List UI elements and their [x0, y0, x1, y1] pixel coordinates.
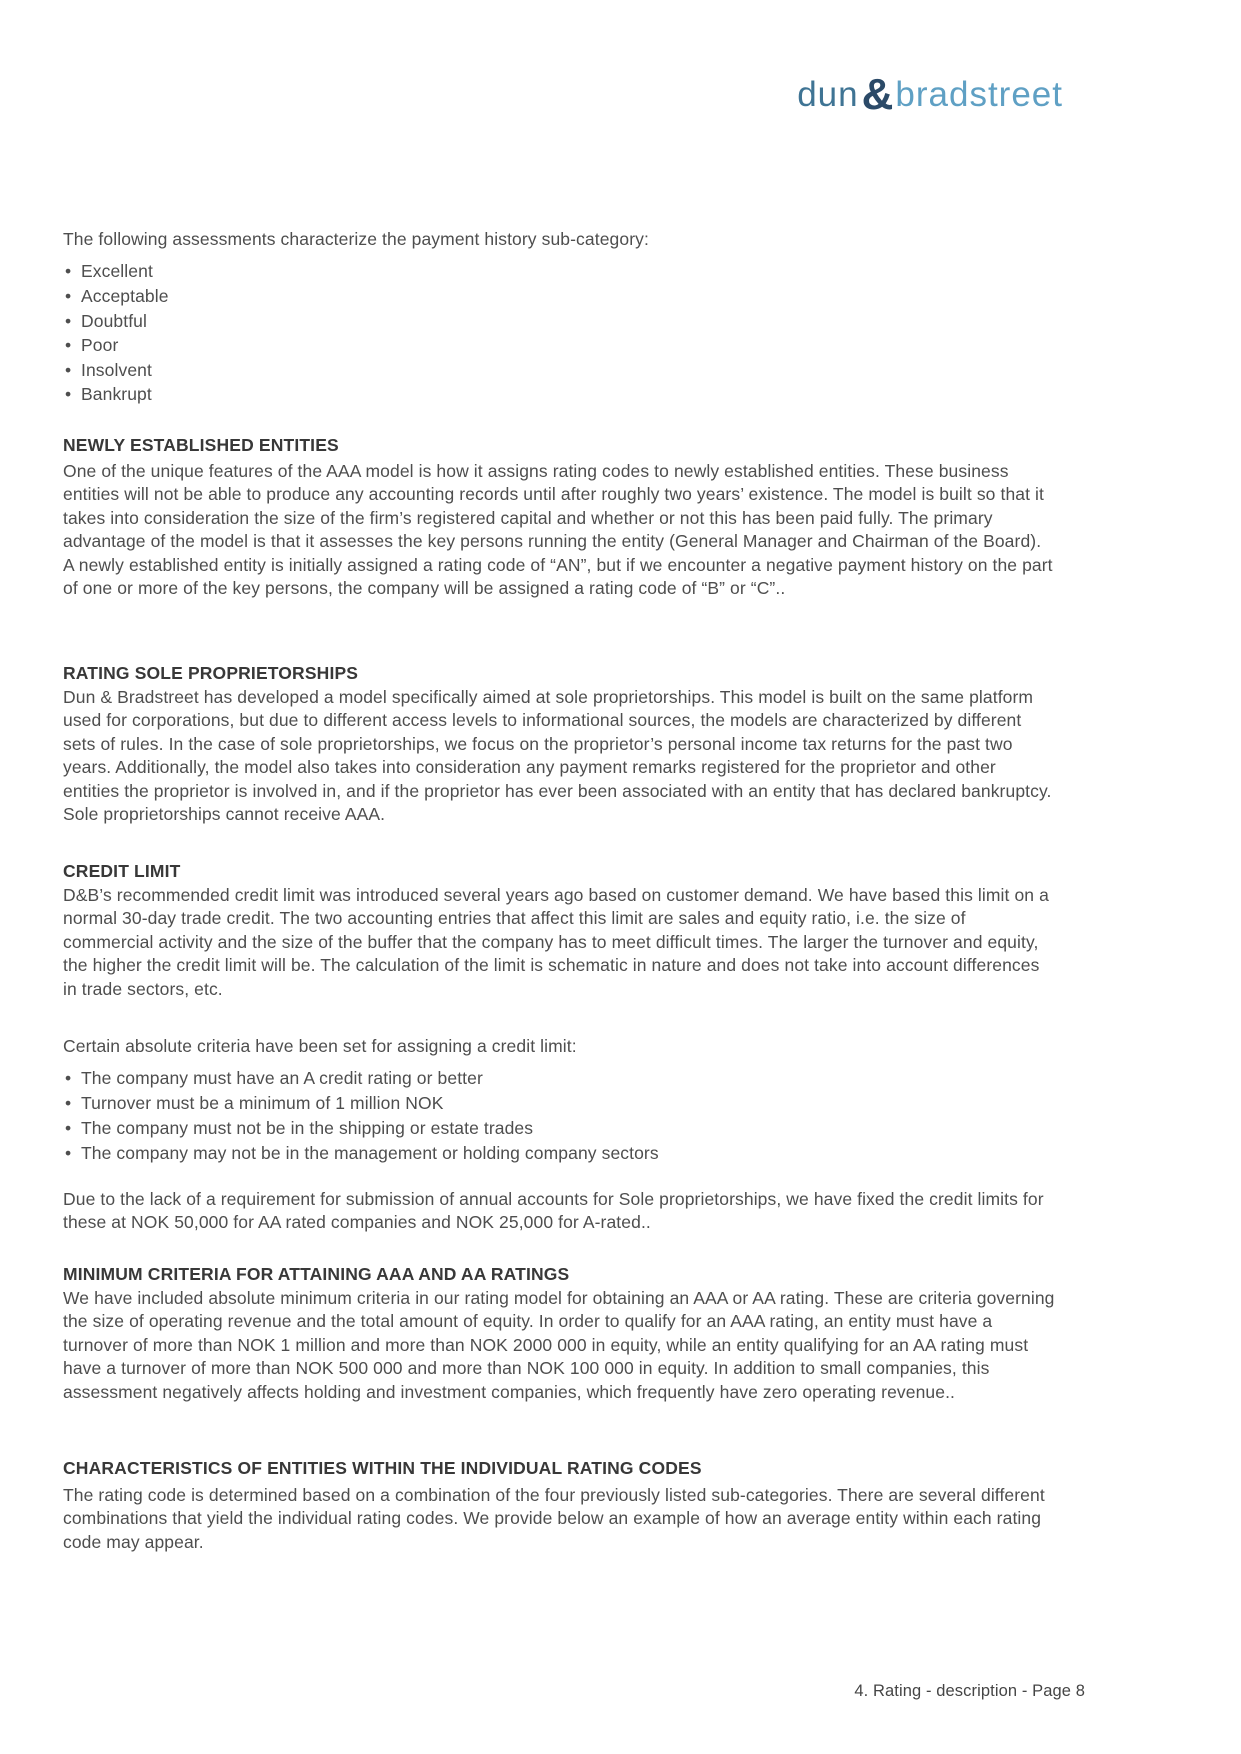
list-item: • The company may not be in the management or holding company sectors — [63, 1141, 1055, 1166]
list-item: • Doubtful — [63, 309, 1055, 334]
credit-criteria-section — [63, 1035, 1055, 1166]
list-item: • Acceptable — [63, 284, 1055, 309]
list-item: • Bankrupt — [63, 382, 1055, 407]
list-item: • Excellent — [63, 259, 1055, 284]
dun-bradstreet-logo — [797, 72, 1063, 118]
section-heading-credit-limit: CREDIT LIMIT — [63, 861, 181, 881]
list-item: • Turnover must be a minimum of 1 million NOK — [63, 1091, 1055, 1116]
list-item: • The company must not be in the shipping or estate trades — [63, 1116, 1055, 1141]
section-heading-rating-sole-proprietorships: RATING SOLE PROPRIETORSHIPS — [63, 663, 359, 683]
list-item: • Insolvent — [63, 358, 1055, 383]
payment-history-section — [63, 228, 1055, 407]
payment-history-list — [63, 259, 1055, 407]
credit-criteria-list — [63, 1066, 1055, 1166]
section-body-characteristics: The rating code is determined based on a combination of the four previously listed sub-categories. There are several different combinations that yield the individual rating codes. We provide below an example of how an average entity within each rating code may appear. — [63, 1485, 1045, 1552]
logo-word-bradstreet: bradstreet — [895, 75, 1063, 114]
logo-word-dun: dun — [797, 75, 859, 114]
list-item: • Poor — [63, 333, 1055, 358]
section-body-rating-sole-proprietorships: Dun & Bradstreet has developed a model specifically aimed at sole proprietorships. This model is built on the same platform used for corporations, but due to different access levels to informational sources, the models are characterized by different sets of rules. In the case of sole proprietorships, we focus on the proprietor’s personal income tax returns for the past two years. Additionally, the model also takes into consideration any payment remarks registered for the proprietor and other entities the proprietor is involved in, and if the proprietor has ever been associated with an entity that has declared bankruptcy. Sole proprietorships cannot receive AAA. — [63, 687, 1052, 825]
payment-history-lead: The following assessments characterize the payment history sub-category: — [63, 229, 649, 249]
list-item: • The company must have an A credit rating or better — [63, 1066, 1055, 1091]
credit-criteria-note: Due to the lack of a requirement for submission of annual accounts for Sole proprietorships, we have fixed the credit limits for these at NOK 50,000 for AA rated companies and NOK 25,000 for A-rated.. — [63, 1189, 1044, 1233]
section-body-newly-established-entities: One of the unique features of the AAA model is how it assigns rating codes to newly established entities. These business entities will not be able to produce any accounting records until after roughly two years’ existence. The model is built so that it takes into consideration the size of the firm’s registered capital and whether or not this has been paid fully. The primary advantage of the model is that it assesses the key persons running the entity (General Manager and Chairman of the Board). A newly established entity is initially assigned a rating code of “AN”, but if we encounter a negative payment history on the part of one or more of the key persons, the company will be assigned a rating code of “B” or “C”.. — [63, 461, 1053, 599]
section-heading-newly-established-entities: NEWLY ESTABLISHED ENTITIES — [63, 435, 339, 455]
section-body-minimum-criteria: We have included absolute minimum criteria in our rating model for obtaining an AAA or AA rating. These are criteria governing the size of operating revenue and the total amount of equity. In order to qualify for an AAA rating, an entity must have a turnover of more than NOK 1 million and more than NOK 2000 000 in equity, while an entity qualifying for an AA rating must have a turnover of more than NOK 500 000 and more than NOK 100 000 in equity. In addition to small companies, this assessment negatively affects holding and investment companies, which frequently have zero operating revenue.. — [63, 1288, 1055, 1402]
page-footer: 4. Rating - description - Page 8 — [854, 1682, 1085, 1700]
section-heading-minimum-criteria: MINIMUM CRITERIA FOR ATTAINING AAA AND AA RATINGS — [63, 1264, 570, 1284]
section-heading-characteristics: CHARACTERISTICS OF ENTITIES WITHIN THE INDIVIDUAL RATING CODES — [63, 1458, 702, 1478]
credit-criteria-lead: Certain absolute criteria have been set for assigning a credit limit: — [63, 1036, 577, 1056]
logo-ampersand-icon: & — [861, 70, 895, 119]
section-body-credit-limit: D&B’s recommended credit limit was introduced several years ago based on customer demand. We have based this limit on a normal 30-day trade credit. The two accounting entries that affect this limit are sales and equity ratio, i.e. the size of commercial activity and the size of the buffer that the company has to meet difficult times. The larger the turnover and equity, the higher the credit limit will be. The calculation of the limit is schematic in nature and does not take into account differences in trade sectors, etc. — [63, 885, 1049, 999]
